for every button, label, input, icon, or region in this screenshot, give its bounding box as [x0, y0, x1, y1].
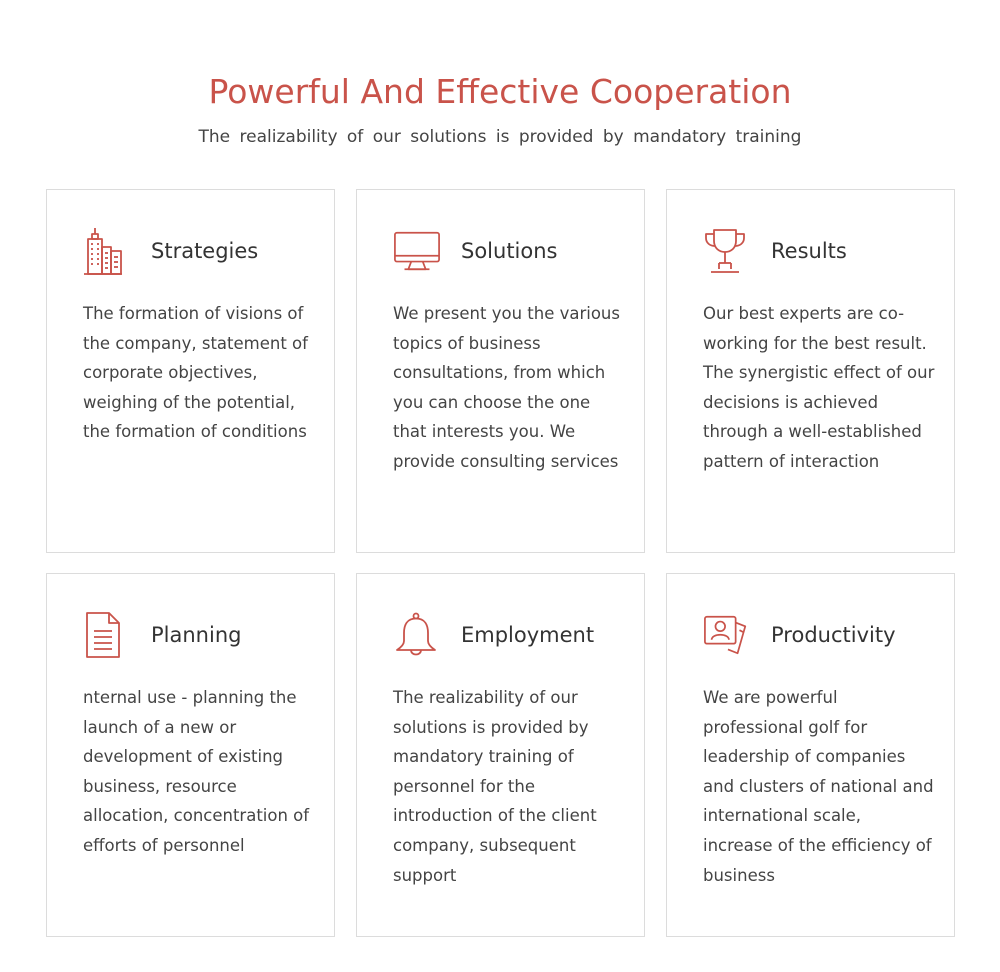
- card-title: Planning: [151, 623, 242, 647]
- card-header: [393, 226, 558, 276]
- feature-card-employment: [356, 573, 645, 937]
- card-header: [83, 610, 241, 660]
- card-description: The realizability of our solutions is provided by mandatory training of personnel for the introduction of the client company, subsequent support: [393, 688, 597, 885]
- buildings-icon: [83, 226, 131, 276]
- card-title: Results: [771, 239, 847, 263]
- card-header: [703, 226, 847, 276]
- feature-card-solutions: [356, 189, 645, 553]
- feature-cards-grid: [46, 189, 954, 937]
- card-description: We present you the various topics of business consultations, from which you can choose the one that interests you. We provide consulting services: [393, 304, 620, 471]
- card-title: Solutions: [461, 239, 558, 263]
- monitor-icon: [393, 226, 441, 276]
- card-title: Employment: [461, 623, 595, 647]
- trophy-icon: [703, 226, 751, 276]
- card-title: Strategies: [151, 239, 259, 263]
- card-description: Our best experts are co-working for the best result. The synergistic effect of our decisions is achieved through a well-established pattern of interaction: [703, 304, 935, 471]
- card-description: The formation of visions of the company, statement of corporate objectives, weighing of the potential, the formation of conditions: [83, 304, 308, 442]
- document-icon: [83, 610, 131, 660]
- feature-card-productivity: [666, 573, 955, 937]
- page-title: Powerful And Effective Cooperation: [208, 72, 792, 111]
- bell-icon: [393, 610, 441, 660]
- page-subtitle: The realizability of our solutions is provided by mandatory training: [198, 127, 802, 147]
- card-header: [83, 226, 258, 276]
- card-header: [393, 610, 594, 660]
- feature-card-strategies: [46, 189, 335, 553]
- card-description: nternal use - planning the launch of a new or development of existing business, resource allocation, concentration of efforts of personnel: [83, 688, 310, 855]
- card-header: [703, 610, 896, 660]
- card-description: We are powerful professional golf for leadership of companies and clusters of national and international scale, increase of the efficiency of business: [703, 688, 934, 885]
- feature-card-results: [666, 189, 955, 553]
- id-card-icon: [703, 610, 751, 660]
- card-title: Productivity: [771, 623, 896, 647]
- feature-card-planning: [46, 573, 335, 937]
